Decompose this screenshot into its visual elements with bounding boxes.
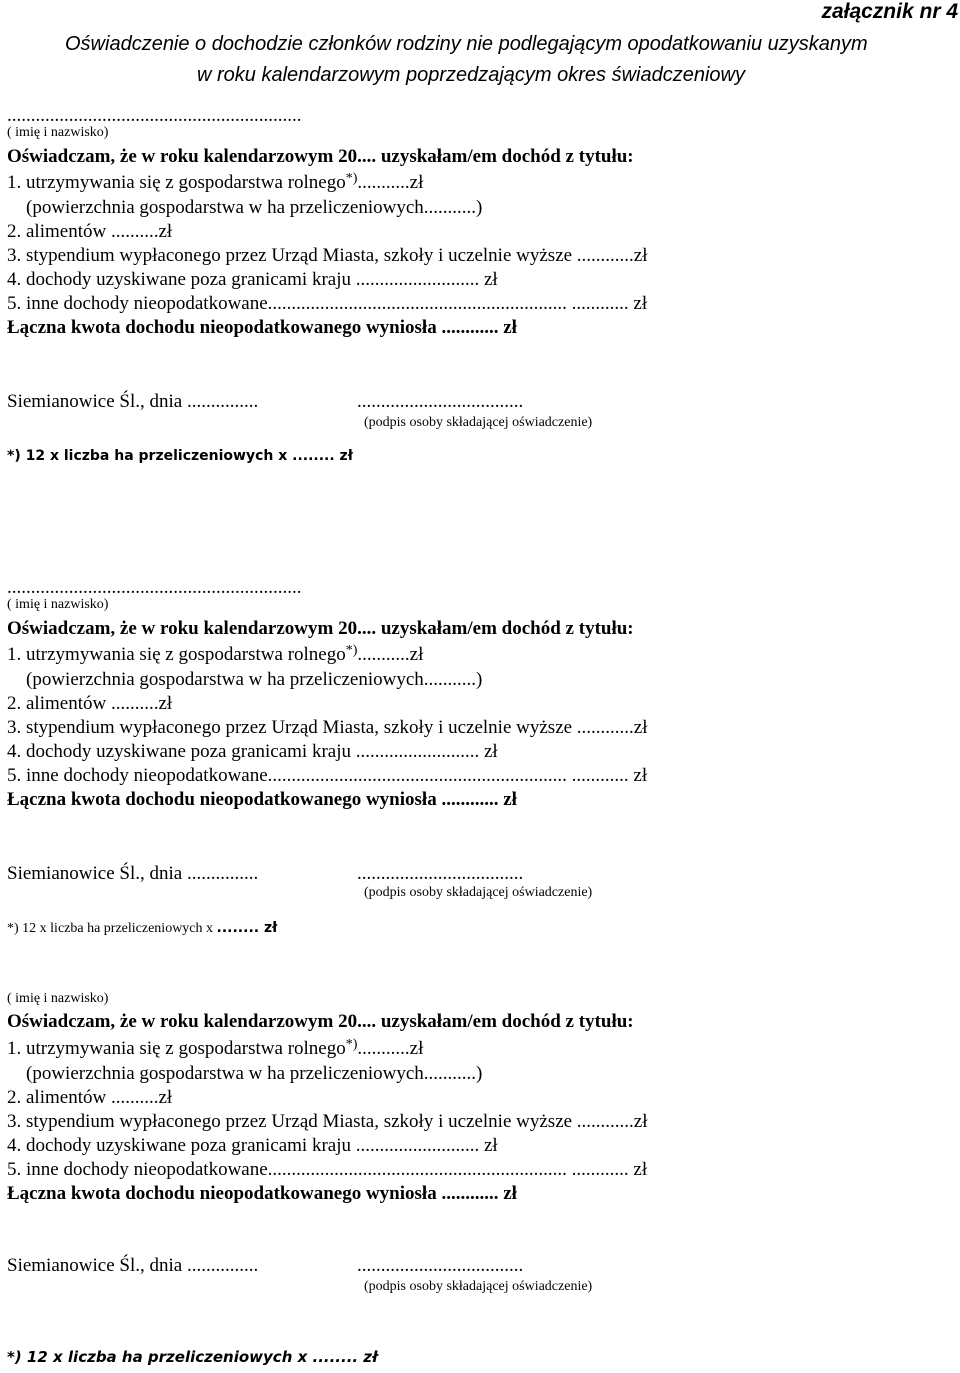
declaration-text: Oświadczam, że w roku kalendarzowym 20.... uzyskałam/em dochód z tytułu: [7,618,634,639]
signature-dots[interactable]: ................................... [357,391,524,412]
item-foreign-income: 4. dochody uzyskiwane poza granicami kraju .......................... zł [7,741,498,762]
item-alimony: 2. alimentów ..........zł [7,1087,173,1108]
item-foreign-income: 4. dochody uzyskiwane poza granicami kraju .......................... zł [7,269,498,290]
footnote: *) 12 x liczba ha przeliczeniowych x ........ zł [7,1348,378,1366]
item-other-income: 5. inne dochody nieopodatkowane............................................................... ............ zł [7,293,648,314]
signature-label: (podpis osoby składającej oświadczenie) [364,1279,593,1294]
item-scholarship: 3. stypendium wypłaconego przez Urząd Miasta, szkoły i uczelnie wyższe ............zł [7,245,648,266]
item-scholarship: 3. stypendium wypłaconego przez Urząd Miasta, szkoły i uczelnie wyższe ............zł [7,1111,648,1132]
total-amount: Łączna kwota dochodu nieopodatkowanego wyniosła ............ zł [7,789,517,810]
item-alimony: 2. alimentów ..........zł [7,693,173,714]
footnote: *) 12 x liczba ha przeliczeniowych x ........ zł [7,920,278,936]
name-field-dots[interactable]: .............................................................. [7,105,302,126]
item-alimony: 2. alimentów ..........zł [7,221,173,242]
form-title-line2: w roku kalendarzowym poprzedzającym okres świadczeniowy [197,64,745,86]
total-amount: Łączna kwota dochodu nieopodatkowanego wyniosła ............ zł [7,1183,517,1204]
declaration-text: Oświadczam, że w roku kalendarzowym 20.... uzyskałam/em dochód z tytułu: [7,1011,634,1032]
item-farm-area-note: (powierzchnia gospodarstwa w ha przeliczeniowych...........) [26,1063,483,1084]
signature-label: (podpis osoby składającej oświadczenie) [364,415,593,430]
signature-label: (podpis osoby składającej oświadczenie) [364,885,593,900]
item-other-income: 5. inne dochody nieopodatkowane............................................................... ............ zł [7,1159,648,1180]
item-farm-area-note: (powierzchnia gospodarstwa w ha przeliczeniowych...........) [26,197,483,218]
item-farm-income: 1. utrzymywania się z gospodarstwa rolnego*)...........zł [7,643,424,665]
item-farm-income: 1. utrzymywania się z gospodarstwa rolnego*)...........zł [7,1037,424,1059]
total-amount: Łączna kwota dochodu nieopodatkowanego wyniosła ............ zł [7,317,517,338]
name-label: ( imię i nazwisko) [7,125,109,140]
item-farm-area-note: (powierzchnia gospodarstwa w ha przeliczeniowych...........) [26,669,483,690]
annex-number: załącznik nr 4 [821,0,958,23]
place-and-date: Siemianowice Śl., dnia ............... [7,863,259,884]
name-label: ( imię i nazwisko) [7,597,109,612]
form-title-line1: Oświadczenie o dochodzie członków rodziny nie podlegającym opodatkowaniu uzyskanym [65,33,868,55]
place-and-date: Siemianowice Śl., dnia ............... [7,1255,259,1276]
declaration-text: Oświadczam, że w roku kalendarzowym 20.... uzyskałam/em dochód z tytułu: [7,146,634,167]
name-label: ( imię i nazwisko) [7,991,109,1006]
place-and-date: Siemianowice Śl., dnia ............... [7,391,259,412]
signature-dots[interactable]: ................................... [357,1255,524,1276]
item-foreign-income: 4. dochody uzyskiwane poza granicami kraju .......................... zł [7,1135,498,1156]
item-scholarship: 3. stypendium wypłaconego przez Urząd Miasta, szkoły i uczelnie wyższe ............zł [7,717,648,738]
signature-dots[interactable]: ................................... [357,863,524,884]
item-farm-income: 1. utrzymywania się z gospodarstwa rolnego*)...........zł [7,171,424,193]
item-other-income: 5. inne dochody nieopodatkowane............................................................... ............ zł [7,765,648,786]
footnote: *) 12 x liczba ha przeliczeniowych x ........ zł [7,448,353,464]
name-field-dots[interactable]: .............................................................. [7,577,302,598]
